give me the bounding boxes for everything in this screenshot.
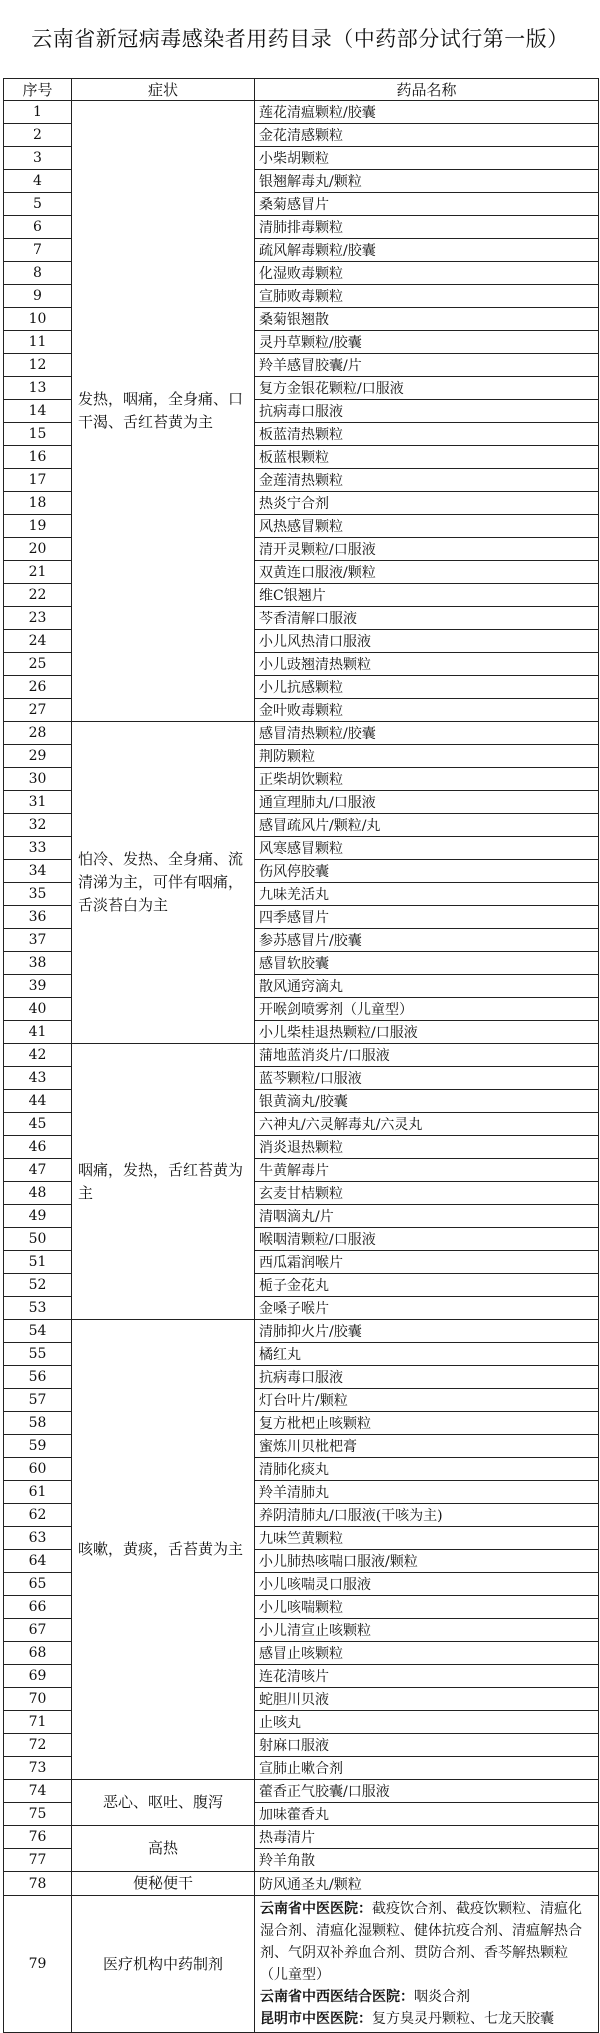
medicine-name: 栀子金花丸 xyxy=(255,1274,599,1297)
row-number: 15 xyxy=(4,423,72,446)
medicine-name: 消炎退热颗粒 xyxy=(255,1136,599,1159)
medicine-name: 小儿豉翘清热颗粒 xyxy=(255,653,599,676)
row-number: 63 xyxy=(4,1527,72,1550)
medicine-name: 清开灵颗粒/口服液 xyxy=(255,538,599,561)
row-number: 31 xyxy=(4,791,72,814)
row-number: 33 xyxy=(4,837,72,860)
medicine-name: 四季感冒片 xyxy=(255,906,599,929)
medicine-name: 桑菊银翘散 xyxy=(255,308,599,331)
row-number: 14 xyxy=(4,400,72,423)
medicine-name: 板蓝清热颗粒 xyxy=(255,423,599,446)
medicine-name: 蜜炼川贝枇杷膏 xyxy=(255,1435,599,1458)
medicine-name: 清肺抑火片/胶囊 xyxy=(255,1320,599,1343)
medicine-name: 羚羊清肺丸 xyxy=(255,1481,599,1504)
medicine-name: 蛇胆川贝液 xyxy=(255,1688,599,1711)
medicine-name: 防风通圣丸/颗粒 xyxy=(255,1872,599,1896)
row-number: 10 xyxy=(4,308,72,331)
medicine-name: 复方金银花颗粒/口服液 xyxy=(255,377,599,400)
row-number: 72 xyxy=(4,1734,72,1757)
medicine-name: 加味藿香丸 xyxy=(255,1803,599,1826)
medicine-name: 牛黄解毒片 xyxy=(255,1159,599,1182)
medicine-name: 羚羊角散 xyxy=(255,1849,599,1872)
medicine-name: 莲花清瘟颗粒/胶囊 xyxy=(255,101,599,124)
table-row xyxy=(4,101,599,124)
medicine-name: 感冒清热颗粒/胶囊 xyxy=(255,722,599,745)
header-symptom: 症状 xyxy=(72,79,255,101)
institution-items: 截疫饮合剂、截疫饮颗粒、清瘟化湿合剂、清瘟化湿颗粒、健体抗疫合剂、清瘟解热合剂、气阴双补养血合剂、贯防合剂、香芩解热颗粒（儿童型） xyxy=(260,1901,582,1983)
medicine-name: 小儿抗感颗粒 xyxy=(255,676,599,699)
row-number: 66 xyxy=(4,1596,72,1619)
row-number: 57 xyxy=(4,1389,72,1412)
row-number: 16 xyxy=(4,446,72,469)
table-row xyxy=(4,1780,599,1803)
row-number: 6 xyxy=(4,216,72,239)
row-number: 56 xyxy=(4,1366,72,1389)
medicine-name: 九味羌活丸 xyxy=(255,883,599,906)
medicine-name: 桑菊感冒片 xyxy=(255,193,599,216)
row-number: 35 xyxy=(4,883,72,906)
medicine-name: 蓝芩颗粒/口服液 xyxy=(255,1067,599,1090)
medicine-name: 荆防颗粒 xyxy=(255,745,599,768)
medicine-name: 小儿柴桂退热颗粒/口服液 xyxy=(255,1021,599,1044)
medicine-name: 金花清感颗粒 xyxy=(255,124,599,147)
row-number: 41 xyxy=(4,1021,72,1044)
row-number: 59 xyxy=(4,1435,72,1458)
institution-name: 昆明市中医医院： xyxy=(260,2011,372,2027)
medicine-name: 清肺化痰丸 xyxy=(255,1458,599,1481)
row-number: 52 xyxy=(4,1274,72,1297)
symptom-cell: 高热 xyxy=(72,1826,255,1872)
row-number: 79 xyxy=(4,1896,72,2033)
medicine-name: 射麻口服液 xyxy=(255,1734,599,1757)
row-number: 17 xyxy=(4,469,72,492)
row-number: 75 xyxy=(4,1803,72,1826)
medicine-name: 复方枇杷止咳颗粒 xyxy=(255,1412,599,1435)
medicine-name: 羚羊感冒胶囊/片 xyxy=(255,354,599,377)
medicine-name: 抗病毒口服液 xyxy=(255,400,599,423)
row-number: 49 xyxy=(4,1205,72,1228)
row-number: 11 xyxy=(4,331,72,354)
medicine-name: 热炎宁合剂 xyxy=(255,492,599,515)
table-body xyxy=(4,101,599,2033)
row-number: 19 xyxy=(4,515,72,538)
medicine-name: 感冒疏风片/颗粒/丸 xyxy=(255,814,599,837)
medicine-name: 橘红丸 xyxy=(255,1343,599,1366)
row-number: 5 xyxy=(4,193,72,216)
row-number: 2 xyxy=(4,124,72,147)
row-number: 69 xyxy=(4,1665,72,1688)
row-number: 22 xyxy=(4,584,72,607)
row-number: 37 xyxy=(4,929,72,952)
medicine-name: 小儿清宣止咳颗粒 xyxy=(255,1619,599,1642)
medicine-name: 伤风停胶囊 xyxy=(255,860,599,883)
medicine-catalog-table xyxy=(3,78,599,2033)
medicine-name: 金嗓子喉片 xyxy=(255,1297,599,1320)
institution-items: 复方臭灵丹颗粒、七龙天胶囊 xyxy=(372,2011,554,2027)
row-number: 9 xyxy=(4,285,72,308)
symptom-cell: 医疗机构中药制剂 xyxy=(72,1896,255,2033)
medicine-name: 清肺排毒颗粒 xyxy=(255,216,599,239)
medicine-name: 热毒清片 xyxy=(255,1826,599,1849)
document-title: 云南省新冠病毒感染者用药目录（中药部分试行第一版） xyxy=(31,27,569,51)
row-number: 43 xyxy=(4,1067,72,1090)
medicine-name: 养阴清肺丸/口服液(干咳为主) xyxy=(255,1504,599,1527)
row-number: 78 xyxy=(4,1872,72,1896)
medicine-name: 清咽滴丸/片 xyxy=(255,1205,599,1228)
symptom-cell: 怕冷、发热、全身痛、流清涕为主，可伴有咽痛，舌淡苔白为主 xyxy=(72,722,255,1044)
medicine-name: 小儿肺热咳喘口服液/颗粒 xyxy=(255,1550,599,1573)
row-number: 67 xyxy=(4,1619,72,1642)
row-number: 38 xyxy=(4,952,72,975)
row-number: 62 xyxy=(4,1504,72,1527)
medicine-name: 芩香清解口服液 xyxy=(255,607,599,630)
row-number: 65 xyxy=(4,1573,72,1596)
row-number: 54 xyxy=(4,1320,72,1343)
medicine-name: 感冒软胶囊 xyxy=(255,952,599,975)
medicine-name: 双黄连口服液/颗粒 xyxy=(255,561,599,584)
table-row xyxy=(4,722,599,745)
medicine-name: 风热感冒颗粒 xyxy=(255,515,599,538)
row-number: 40 xyxy=(4,998,72,1021)
medicine-name: 抗病毒口服液 xyxy=(255,1366,599,1389)
row-number: 48 xyxy=(4,1182,72,1205)
row-number: 51 xyxy=(4,1251,72,1274)
row-number: 23 xyxy=(4,607,72,630)
table-row xyxy=(4,1872,599,1896)
medicine-name: 疏风解毒颗粒/胶囊 xyxy=(255,239,599,262)
row-number: 60 xyxy=(4,1458,72,1481)
row-number: 25 xyxy=(4,653,72,676)
row-number: 1 xyxy=(4,101,72,124)
row-number: 27 xyxy=(4,699,72,722)
medicine-name: 感冒止咳颗粒 xyxy=(255,1642,599,1665)
row-number: 20 xyxy=(4,538,72,561)
row-number: 64 xyxy=(4,1550,72,1573)
row-number: 4 xyxy=(4,170,72,193)
row-number: 53 xyxy=(4,1297,72,1320)
table-header-row xyxy=(4,79,599,101)
row-number: 42 xyxy=(4,1044,72,1067)
symptom-cell: 恶心、呕吐、腹泻 xyxy=(72,1780,255,1826)
medicine-name: 藿香正气胶囊/口服液 xyxy=(255,1780,599,1803)
header-medicine: 药品名称 xyxy=(255,79,599,101)
row-number: 3 xyxy=(4,147,72,170)
medicine-name: 蒲地蓝消炎片/口服液 xyxy=(255,1044,599,1067)
institution-row xyxy=(4,1896,599,2033)
symptom-cell: 发热，咽痛，全身痛、口干渴、舌红苔黄为主 xyxy=(72,101,255,722)
row-number: 7 xyxy=(4,239,72,262)
row-number: 29 xyxy=(4,745,72,768)
symptom-cell: 咳嗽，黄痰，舌苔黄为主 xyxy=(72,1320,255,1780)
table-row xyxy=(4,1044,599,1067)
row-number: 70 xyxy=(4,1688,72,1711)
header-number: 序号 xyxy=(4,79,72,101)
row-number: 71 xyxy=(4,1711,72,1734)
institution-name: 云南省中医医院： xyxy=(260,1901,372,1917)
table-row xyxy=(4,1320,599,1343)
symptom-cell: 咽痛，发热，舌红苔黄为主 xyxy=(72,1044,255,1320)
medicine-name: 小儿咳喘灵口服液 xyxy=(255,1573,599,1596)
medicine-name: 金莲清热颗粒 xyxy=(255,469,599,492)
row-number: 28 xyxy=(4,722,72,745)
medicine-name: 止咳丸 xyxy=(255,1711,599,1734)
row-number: 77 xyxy=(4,1849,72,1872)
medicine-name: 喉咽清颗粒/口服液 xyxy=(255,1228,599,1251)
row-number: 8 xyxy=(4,262,72,285)
medicine-name: 玄麦甘桔颗粒 xyxy=(255,1182,599,1205)
medicine-name: 银翘解毒丸/颗粒 xyxy=(255,170,599,193)
medicine-name: 西瓜霜润喉片 xyxy=(255,1251,599,1274)
row-number: 18 xyxy=(4,492,72,515)
symptom-cell: 便秘便干 xyxy=(72,1872,255,1896)
row-number: 30 xyxy=(4,768,72,791)
medicine-name: 宣肺止嗽合剂 xyxy=(255,1757,599,1780)
row-number: 12 xyxy=(4,354,72,377)
medicine-name: 正柴胡饮颗粒 xyxy=(255,768,599,791)
row-number: 32 xyxy=(4,814,72,837)
medicine-name: 小儿咳喘颗粒 xyxy=(255,1596,599,1619)
row-number: 36 xyxy=(4,906,72,929)
medicine-name: 小柴胡颗粒 xyxy=(255,147,599,170)
medicine-name: 开喉剑喷雾剂（儿童型） xyxy=(255,998,599,1021)
medicine-name: 连花清咳片 xyxy=(255,1665,599,1688)
medicine-name: 金叶败毒颗粒 xyxy=(255,699,599,722)
row-number: 47 xyxy=(4,1159,72,1182)
institution-name: 云南省中西医结合医院： xyxy=(260,1989,414,2005)
row-number: 44 xyxy=(4,1090,72,1113)
row-number: 45 xyxy=(4,1113,72,1136)
medicine-name: 六神丸/六灵解毒丸/六灵丸 xyxy=(255,1113,599,1136)
row-number: 21 xyxy=(4,561,72,584)
row-number: 58 xyxy=(4,1412,72,1435)
medicine-name: 灯台叶片/颗粒 xyxy=(255,1389,599,1412)
row-number: 55 xyxy=(4,1343,72,1366)
row-number: 74 xyxy=(4,1780,72,1803)
row-number: 13 xyxy=(4,377,72,400)
row-number: 68 xyxy=(4,1642,72,1665)
table-row xyxy=(4,1826,599,1849)
institution-items: 咽炎合剂 xyxy=(414,1989,470,2005)
medicine-name: 维C银翘片 xyxy=(255,584,599,607)
row-number: 24 xyxy=(4,630,72,653)
medicine-name: 宣肺败毒颗粒 xyxy=(255,285,599,308)
row-number: 34 xyxy=(4,860,72,883)
medicine-name: 银黄滴丸/胶囊 xyxy=(255,1090,599,1113)
medicine-name: 小儿风热清口服液 xyxy=(255,630,599,653)
medicine-name: 灵丹草颗粒/胶囊 xyxy=(255,331,599,354)
row-number: 46 xyxy=(4,1136,72,1159)
row-number: 73 xyxy=(4,1757,72,1780)
medicine-name: 风寒感冒颗粒 xyxy=(255,837,599,860)
medicine-name: 通宣理肺丸/口服液 xyxy=(255,791,599,814)
row-number: 26 xyxy=(4,676,72,699)
medicine-name: 参苏感冒片/胶囊 xyxy=(255,929,599,952)
medicine-name: 九味竺黄颗粒 xyxy=(255,1527,599,1550)
row-number: 39 xyxy=(4,975,72,998)
row-number: 61 xyxy=(4,1481,72,1504)
institution-preparations xyxy=(255,1896,599,2033)
row-number: 76 xyxy=(4,1826,72,1849)
medicine-name: 板蓝根颗粒 xyxy=(255,446,599,469)
medicine-name: 化湿败毒颗粒 xyxy=(255,262,599,285)
medicine-name: 散风通窍滴丸 xyxy=(255,975,599,998)
row-number: 50 xyxy=(4,1228,72,1251)
